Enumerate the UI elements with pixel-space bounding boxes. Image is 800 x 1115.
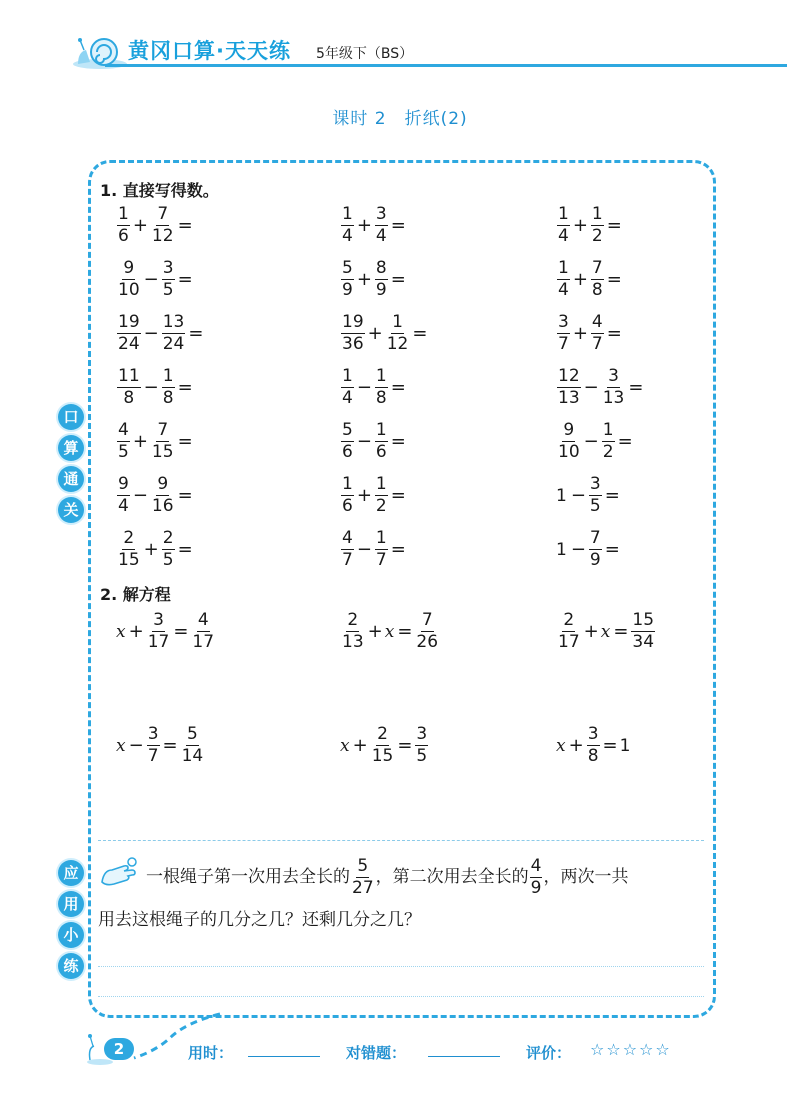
operator: = — [604, 485, 620, 506]
time-label: 用时： — [188, 1044, 234, 1062]
operator: + — [568, 735, 584, 756]
denominator: 9 — [530, 878, 542, 898]
operator: = — [177, 539, 193, 560]
operator: + — [583, 621, 599, 642]
variable: x — [600, 621, 611, 642]
calc-item — [556, 314, 624, 353]
numerator: 9 — [123, 258, 135, 278]
problem-text: 一根绳子第一次用去全长的 — [146, 867, 350, 887]
brand-title: 黄冈口算·天天练 — [128, 39, 291, 63]
calc-item — [556, 260, 624, 299]
numerator: 5 — [342, 258, 353, 278]
operator: = — [188, 323, 204, 344]
fraction — [147, 726, 160, 765]
side-label-apply — [58, 860, 86, 984]
numerator: 3 — [589, 474, 601, 494]
fraction — [117, 206, 130, 245]
fraction — [151, 476, 175, 515]
calc-item — [340, 260, 408, 299]
fraction — [341, 260, 354, 299]
fraction — [162, 368, 175, 407]
denominator: 34 — [632, 632, 655, 652]
correct-blank[interactable] — [428, 1056, 500, 1057]
denominator: 13 — [602, 388, 625, 408]
section-divider — [98, 840, 704, 841]
fraction — [181, 726, 205, 765]
denominator: 7 — [147, 746, 159, 766]
fraction — [151, 422, 175, 461]
operator: + — [572, 269, 588, 290]
fraction — [162, 260, 175, 299]
operator: = — [390, 269, 406, 290]
operator: + — [572, 323, 588, 344]
numerator: 2 — [563, 610, 575, 630]
denominator: 6 — [342, 496, 353, 516]
denominator: 16 — [151, 496, 174, 516]
numerator: 7 — [589, 528, 601, 548]
numerator: 4 — [342, 528, 353, 548]
denominator: 9 — [589, 550, 601, 570]
operator: = — [390, 539, 406, 560]
answer-line[interactable] — [98, 966, 704, 967]
denominator: 8 — [162, 388, 174, 408]
denominator: 8 — [591, 280, 603, 300]
denominator: 17 — [192, 632, 215, 652]
side-char: 算 — [58, 435, 84, 461]
numerator: 1 — [558, 258, 569, 278]
denominator: 5 — [162, 550, 174, 570]
problem-text: ，两次一共 — [543, 867, 629, 887]
fraction — [341, 422, 354, 461]
numerator: 9 — [563, 420, 575, 440]
denominator: 27 — [352, 878, 374, 898]
numerator: 4 — [530, 856, 542, 876]
fraction — [375, 476, 388, 515]
operator: + — [367, 323, 383, 344]
equation-item — [556, 612, 656, 651]
fraction — [117, 422, 130, 461]
operator: = — [606, 323, 622, 344]
numerator: 5 — [342, 420, 353, 440]
equation-item — [340, 612, 440, 651]
fraction — [602, 368, 626, 407]
calc-item — [340, 368, 408, 407]
denominator: 4 — [558, 226, 569, 246]
operator: − — [143, 377, 159, 398]
side-char: 口 — [58, 404, 84, 430]
pointing-hand-icon — [98, 856, 140, 888]
numerator: 7 — [591, 258, 603, 278]
calc-item — [116, 260, 195, 299]
denominator: 2 — [375, 496, 387, 516]
numerator: 1 — [162, 366, 174, 386]
numerator: 5 — [357, 856, 369, 876]
fraction — [587, 726, 600, 765]
numerator: 4 — [591, 312, 603, 332]
whole-number: 1 — [556, 485, 567, 506]
operator: = — [177, 431, 193, 452]
operator: − — [143, 323, 159, 344]
side-label-oral — [58, 404, 86, 528]
numerator: 4 — [118, 420, 129, 440]
page-number: 2 — [104, 1038, 134, 1060]
denominator: 15 — [118, 550, 140, 570]
problem-text-line2: 用去这根绳子的几分之几？还剩几分之几？ — [98, 910, 421, 930]
operator: − — [356, 539, 372, 560]
operator: − — [570, 485, 586, 506]
side-char: 练 — [58, 953, 84, 979]
fraction — [371, 726, 395, 765]
denominator: 7 — [342, 550, 353, 570]
denominator: 15 — [371, 746, 394, 766]
side-char: 用 — [58, 891, 84, 917]
numerator: 1 — [375, 420, 387, 440]
numerator: 3 — [147, 724, 159, 744]
denominator: 24 — [162, 334, 185, 354]
operator: − — [583, 431, 599, 452]
denominator: 13 — [342, 632, 364, 652]
numerator: 15 — [632, 610, 655, 630]
fraction — [557, 314, 570, 353]
operator: = — [397, 621, 413, 642]
denominator: 5 — [118, 442, 129, 462]
numerator: 1 — [375, 474, 387, 494]
denominator: 6 — [342, 442, 353, 462]
whole-number: 1 — [556, 539, 567, 560]
fraction — [375, 368, 388, 407]
denominator: 5 — [589, 496, 601, 516]
fraction — [117, 314, 141, 353]
denominator: 15 — [151, 442, 174, 462]
operator: − — [128, 735, 144, 756]
operator: = — [390, 431, 406, 452]
equation-item — [116, 612, 216, 651]
operator: − — [132, 485, 148, 506]
fraction — [341, 530, 354, 569]
section-1-title: 1. 直接写得数。 — [100, 181, 219, 200]
whole-number: 1 — [619, 735, 631, 756]
operator: + — [132, 215, 148, 236]
numerator: 1 — [375, 366, 387, 386]
fraction — [151, 206, 175, 245]
fraction — [341, 612, 365, 651]
calc-item — [340, 476, 408, 515]
operator: + — [356, 485, 372, 506]
fraction — [557, 260, 570, 299]
denominator: 7 — [558, 334, 569, 354]
answer-line[interactable] — [98, 996, 704, 997]
fraction — [117, 476, 130, 515]
fraction — [117, 260, 141, 299]
header-rule — [105, 64, 787, 67]
operator: = — [628, 377, 644, 398]
operator: = — [162, 735, 178, 756]
denominator: 4 — [375, 226, 387, 246]
operator: + — [352, 735, 368, 756]
denominator: 17 — [147, 632, 170, 652]
fraction — [591, 206, 604, 245]
operator: = — [412, 323, 428, 344]
numerator: 1 — [342, 366, 353, 386]
denominator: 4 — [118, 496, 129, 516]
numerator: 3 — [416, 724, 428, 744]
equation-item — [340, 726, 429, 765]
calc-item — [340, 422, 408, 461]
numerator: 8 — [375, 258, 387, 278]
correct-label: 对错题： — [346, 1044, 407, 1062]
side-char: 应 — [58, 860, 84, 886]
fraction — [147, 612, 171, 651]
fraction — [530, 858, 543, 897]
numerator: 2 — [347, 610, 359, 630]
fraction — [589, 476, 602, 515]
denominator: 2 — [591, 226, 603, 246]
denominator: 5 — [162, 280, 174, 300]
operator: = — [173, 621, 189, 642]
equation-item — [116, 726, 205, 765]
numerator: 9 — [118, 474, 129, 494]
operator: + — [356, 215, 372, 236]
calc-item — [556, 476, 622, 515]
calc-item — [116, 422, 195, 461]
fraction — [351, 858, 375, 897]
fraction — [589, 530, 602, 569]
denominator: 9 — [375, 280, 387, 300]
fraction — [591, 260, 604, 299]
fraction — [415, 612, 439, 651]
operator: = — [177, 215, 193, 236]
denominator: 8 — [123, 388, 135, 408]
equation-item — [556, 726, 632, 765]
calc-item — [340, 314, 429, 353]
fraction — [557, 422, 581, 461]
fraction — [415, 726, 428, 765]
operator: = — [177, 377, 193, 398]
fraction — [375, 530, 388, 569]
fraction — [375, 206, 388, 245]
operator: − — [583, 377, 599, 398]
numerator: 2 — [377, 724, 388, 744]
calc-item — [340, 530, 408, 569]
numerator: 3 — [375, 204, 387, 224]
denominator: 8 — [587, 746, 599, 766]
numerator: 7 — [421, 610, 433, 630]
word-problem — [98, 856, 706, 930]
fraction — [591, 314, 604, 353]
denominator: 24 — [118, 334, 140, 354]
operator: + — [356, 269, 372, 290]
fraction — [117, 530, 141, 569]
numerator: 11 — [118, 366, 140, 386]
numerator: 9 — [157, 474, 169, 494]
denominator: 6 — [375, 442, 387, 462]
fraction — [557, 612, 581, 651]
fraction — [341, 476, 354, 515]
side-char: 通 — [58, 466, 84, 492]
operator: + — [367, 621, 383, 642]
numerator: 13 — [162, 312, 185, 332]
numerator: 12 — [558, 366, 580, 386]
fraction — [341, 206, 354, 245]
numerator: 5 — [187, 724, 198, 744]
operator: = — [606, 269, 622, 290]
lesson-title: 课时 2 折纸(2) — [332, 109, 468, 129]
numerator: 1 — [392, 312, 403, 332]
operator: + — [128, 621, 144, 642]
numerator: 1 — [342, 204, 353, 224]
numerator: 7 — [157, 420, 169, 440]
side-char: 小 — [58, 922, 84, 948]
denominator: 17 — [558, 632, 580, 652]
rating-label: 评价： — [526, 1044, 572, 1062]
time-blank[interactable] — [248, 1056, 320, 1057]
fraction — [602, 422, 615, 461]
operator: = — [390, 485, 406, 506]
denominator: 7 — [375, 550, 387, 570]
denominator: 7 — [591, 334, 603, 354]
fraction — [375, 422, 388, 461]
operator: − — [356, 431, 372, 452]
fraction — [375, 260, 388, 299]
numerator: 19 — [342, 312, 364, 332]
numerator: 3 — [587, 724, 599, 744]
fraction — [191, 612, 215, 651]
denominator: 4 — [342, 226, 353, 246]
fraction — [631, 612, 655, 651]
operator: = — [177, 485, 193, 506]
variable: x — [556, 735, 566, 756]
numerator: 3 — [162, 258, 174, 278]
fraction — [557, 368, 581, 407]
operator: = — [397, 735, 413, 756]
operator: + — [132, 431, 148, 452]
fraction — [162, 314, 186, 353]
numerator: 1 — [602, 420, 614, 440]
rating-stars[interactable]: ☆☆☆☆☆ — [590, 1040, 672, 1059]
operator: + — [572, 215, 588, 236]
calc-item — [116, 530, 195, 569]
denominator: 8 — [375, 388, 387, 408]
fraction — [162, 530, 175, 569]
calc-item — [340, 206, 408, 245]
numerator: 4 — [197, 610, 209, 630]
calc-item — [556, 368, 645, 407]
numerator: 2 — [162, 528, 174, 548]
numerator: 1 — [118, 204, 129, 224]
section-2-title: 2. 解方程 — [100, 585, 171, 604]
denominator: 4 — [558, 280, 569, 300]
calc-item — [116, 206, 195, 245]
variable: x — [384, 621, 395, 642]
variable: x — [340, 735, 350, 756]
denominator: 26 — [416, 632, 439, 652]
variable: x — [116, 621, 126, 642]
operator: = — [604, 539, 620, 560]
denominator: 36 — [342, 334, 364, 354]
operator: + — [143, 539, 159, 560]
numerator: 19 — [118, 312, 140, 332]
numerator: 3 — [608, 366, 619, 386]
calc-item — [556, 422, 635, 461]
calc-item — [556, 530, 622, 569]
numerator: 3 — [558, 312, 569, 332]
denominator: 10 — [118, 280, 140, 300]
denominator: 6 — [118, 226, 129, 246]
numerator: 1 — [375, 528, 387, 548]
denominator: 4 — [342, 388, 353, 408]
denominator: 2 — [602, 442, 614, 462]
operator: = — [602, 735, 618, 756]
numerator: 1 — [558, 204, 569, 224]
denominator: 12 — [151, 226, 174, 246]
operator: = — [177, 269, 193, 290]
fraction — [117, 368, 141, 407]
operator: − — [570, 539, 586, 560]
denominator: 5 — [416, 746, 428, 766]
operator: = — [390, 215, 406, 236]
grade-label: 5年级下（BS） — [316, 46, 414, 62]
denominator: 9 — [342, 280, 353, 300]
denominator: 12 — [386, 334, 409, 354]
side-char: 关 — [58, 497, 84, 523]
fraction — [386, 314, 410, 353]
fraction — [557, 206, 570, 245]
numerator: 1 — [342, 474, 353, 494]
operator: = — [613, 621, 629, 642]
fraction — [341, 314, 365, 353]
numerator: 1 — [591, 204, 603, 224]
calc-item — [116, 368, 195, 407]
variable: x — [116, 735, 126, 756]
operator: − — [356, 377, 372, 398]
operator: = — [606, 215, 622, 236]
calc-item — [556, 206, 624, 245]
calc-item — [116, 314, 205, 353]
problem-text: ，第二次用去全长的 — [375, 867, 529, 887]
operator: = — [390, 377, 406, 398]
operator: = — [617, 431, 633, 452]
numerator: 3 — [153, 610, 164, 630]
calc-item — [116, 476, 195, 515]
numerator: 2 — [123, 528, 135, 548]
denominator: 13 — [558, 388, 580, 408]
numerator: 7 — [157, 204, 169, 224]
denominator: 10 — [558, 442, 580, 462]
denominator: 14 — [181, 746, 204, 766]
operator: − — [143, 269, 159, 290]
fraction — [341, 368, 354, 407]
